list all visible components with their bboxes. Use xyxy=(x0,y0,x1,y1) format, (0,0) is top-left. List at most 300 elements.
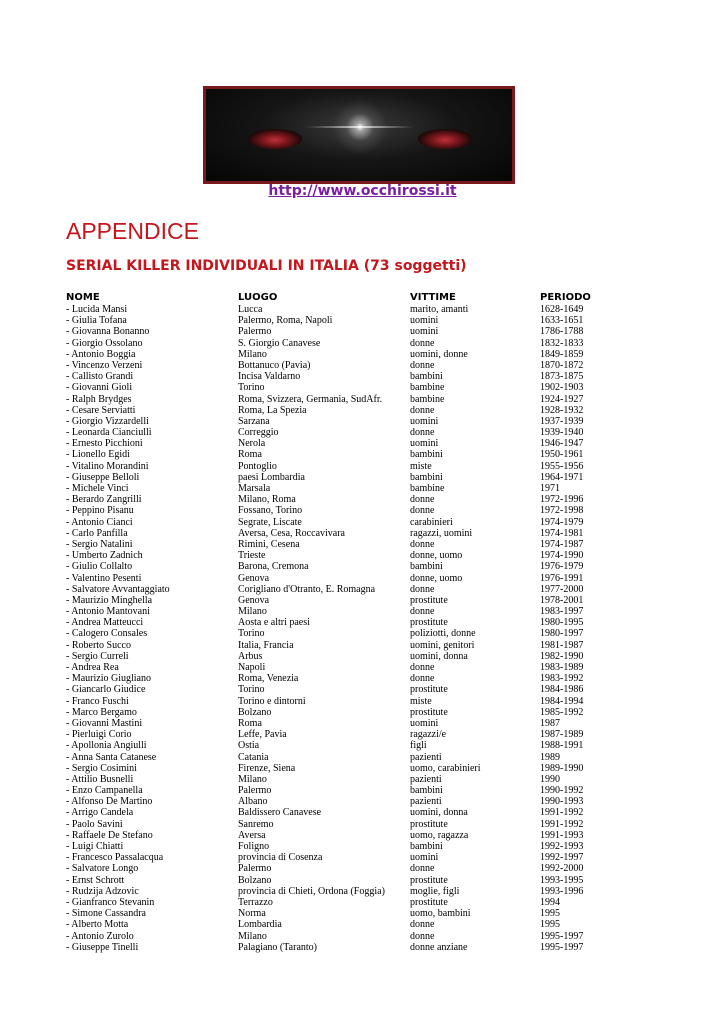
cell-period: 1964-1971 xyxy=(540,471,584,483)
cell-period: 1977-2000 xyxy=(540,583,584,595)
cell-place: Milano, Roma xyxy=(238,494,296,506)
cell-place: Milano xyxy=(238,773,267,785)
cell-place: Roma, Venezia xyxy=(238,673,299,685)
table-row xyxy=(0,628,725,639)
cell-victims: bambine xyxy=(410,483,445,494)
cell-period: 1995-1997 xyxy=(540,930,584,942)
cell-name: - Callisto Grandi xyxy=(66,371,134,383)
table-row xyxy=(0,539,725,550)
table-row xyxy=(0,550,725,561)
cell-place: Milano xyxy=(238,930,267,942)
cell-period: 1995 xyxy=(540,919,560,931)
cell-name: - Leonarda Cianciulli xyxy=(66,427,152,439)
column-header-vittime: VITTIME xyxy=(410,292,456,303)
cell-period: 1990-1992 xyxy=(540,785,584,797)
cell-victims: donne xyxy=(410,606,435,618)
cell-name: - Antonio Cianci xyxy=(66,516,133,528)
table-row xyxy=(0,483,725,494)
cell-place: Marsala xyxy=(238,483,271,494)
cell-victims: uomini, donne xyxy=(410,348,468,360)
cell-name: - Peppino Pisanu xyxy=(66,505,134,517)
cell-period: 1928-1932 xyxy=(540,404,584,416)
cell-place: Bolzano xyxy=(238,874,272,886)
red-eye-right xyxy=(418,129,472,149)
table-row xyxy=(0,427,725,438)
red-eye-left xyxy=(248,129,302,149)
cell-victims: moglie, figli xyxy=(410,885,460,897)
cell-victims: figli xyxy=(410,740,427,752)
cell-name: - Rudzija Adzovic xyxy=(66,885,139,897)
cell-place: Segrate, Liscate xyxy=(238,516,302,528)
cell-name: - Antonio Zurolo xyxy=(66,930,134,942)
cell-name: - Gianfranco Stevanin xyxy=(66,896,155,908)
cell-period: 1974-1981 xyxy=(540,527,584,539)
cell-period: 1992-1993 xyxy=(540,841,584,852)
cell-place: Roma, La Spezia xyxy=(238,404,307,416)
cell-place: Palermo xyxy=(238,785,272,797)
cell-place: Aversa xyxy=(238,829,266,841)
cell-victims: poliziotti, donne xyxy=(410,628,476,640)
table-row xyxy=(0,942,725,953)
cell-place: Barona, Cremona xyxy=(238,561,309,573)
cell-place: Milano xyxy=(238,348,267,360)
cell-period: 1978-2001 xyxy=(540,594,584,606)
cell-name: - Francesco Passalacqua xyxy=(66,852,164,864)
table-row xyxy=(0,707,725,718)
cell-place: Torino xyxy=(238,382,265,394)
cell-period: 1993-1996 xyxy=(540,885,584,897)
table-row xyxy=(0,371,725,382)
cell-name: - Maurizio Minghella xyxy=(66,594,153,606)
cell-period: 1995 xyxy=(540,908,560,920)
table-row xyxy=(0,662,725,673)
cell-name: - Salvatore Avvantaggiato xyxy=(66,583,170,595)
cell-name: - Berardo Zangrilli xyxy=(66,494,142,506)
table-row xyxy=(0,718,725,729)
cell-place: Bottanuco (Pavia) xyxy=(238,359,311,371)
cell-period: 1983-1992 xyxy=(540,673,584,685)
cell-period: 1832-1833 xyxy=(540,337,584,349)
cell-period: 1937-1939 xyxy=(540,415,584,427)
cell-name: - Lionello Egidi xyxy=(66,449,130,461)
cell-victims: bambini xyxy=(410,785,443,797)
cell-place: Roma, Svizzera, Germania, SudAfr. xyxy=(238,393,383,405)
cell-period: 1991-1992 xyxy=(540,818,584,830)
cell-place: Ostia xyxy=(238,740,260,752)
cell-place: Baldissero Canavese xyxy=(238,807,322,819)
cell-period: 1990-1993 xyxy=(540,796,584,808)
cell-place: Incisa Valdarno xyxy=(238,371,301,383)
cell-period: 1976-1979 xyxy=(540,561,584,573)
cell-name: - Attilio Busnelli xyxy=(66,773,134,785)
cell-victims: uomini xyxy=(410,326,439,338)
table-row xyxy=(0,651,725,662)
cell-name: - Giorgio Vizzardelli xyxy=(66,415,149,427)
cell-place: Aversa, Cesa, Roccavivara xyxy=(238,527,345,539)
cell-victims: donne xyxy=(410,662,435,673)
cell-place: provincia di Cosenza xyxy=(238,852,323,864)
cell-period: 1946-1947 xyxy=(540,438,584,450)
table-row xyxy=(0,819,725,830)
cell-victims: donne xyxy=(410,494,435,506)
cell-victims: donne xyxy=(410,427,435,439)
cell-place: Genova xyxy=(238,594,270,606)
table-row xyxy=(0,416,725,427)
cell-place: Pontoglio xyxy=(238,460,277,472)
cell-period: 1985-1992 xyxy=(540,706,584,718)
cell-period: 1971 xyxy=(540,483,560,494)
cell-victims: prostitute xyxy=(410,684,448,696)
cell-name: - Alfonso De Martino xyxy=(66,796,153,808)
cell-place: Palagiano (Taranto) xyxy=(238,941,317,953)
cell-place: Leffe, Pavia xyxy=(238,729,287,741)
cell-period: 1993-1995 xyxy=(540,874,584,886)
table-row xyxy=(0,338,725,349)
cell-victims: uomini xyxy=(410,717,439,729)
column-header-periodo: PERIODO xyxy=(540,292,591,303)
cell-place: Correggio xyxy=(238,427,279,439)
cell-name: - Michele Vinci xyxy=(66,483,129,494)
cell-victims: donne xyxy=(410,404,435,416)
cell-place: Firenze, Siena xyxy=(238,762,296,774)
cell-name: - Cesare Serviatti xyxy=(66,404,136,416)
table-row xyxy=(0,349,725,360)
table-row xyxy=(0,684,725,695)
cell-victims: bambini xyxy=(410,471,443,483)
cell-name: - Simone Cassandra xyxy=(66,908,146,920)
cell-victims: prostitute xyxy=(410,594,448,606)
table-row xyxy=(0,382,725,393)
cell-period: 1974-1987 xyxy=(540,538,584,550)
cell-period: 1987 xyxy=(540,717,560,729)
table-row xyxy=(0,886,725,897)
cell-period: 1988-1991 xyxy=(540,740,584,752)
table-row xyxy=(0,908,725,919)
table-row xyxy=(0,617,725,628)
cell-period: 1984-1986 xyxy=(540,684,584,696)
cell-victims: donne, uomo xyxy=(410,572,463,584)
cell-victims: donne xyxy=(410,930,435,942)
cell-place: Terrazzo xyxy=(238,896,273,908)
cell-victims: ragazzi/e xyxy=(410,729,447,741)
cell-victims: donne xyxy=(410,673,435,685)
cell-place: Italia, Francia xyxy=(238,639,294,651)
cell-victims: prostitute xyxy=(410,617,448,629)
cell-place: Lucca xyxy=(238,304,263,315)
cell-place: Albano xyxy=(238,796,268,808)
cell-period: 1987-1989 xyxy=(540,729,584,741)
cell-victims: miste xyxy=(410,460,432,472)
table-row xyxy=(0,584,725,595)
table-row xyxy=(0,573,725,584)
cell-period: 1992-2000 xyxy=(540,863,584,875)
cell-place: Milano xyxy=(238,606,267,618)
cell-period: 1980-1995 xyxy=(540,617,584,629)
table-row xyxy=(0,472,725,483)
table-row xyxy=(0,740,725,751)
cell-victims: donne xyxy=(410,583,435,595)
cell-victims: donne xyxy=(410,919,435,931)
cell-period: 1950-1961 xyxy=(540,449,584,461)
cell-period: 1981-1987 xyxy=(540,639,584,651)
table-row xyxy=(0,449,725,460)
cell-name: - Roberto Succo xyxy=(66,639,131,651)
table-row xyxy=(0,852,725,863)
table-row xyxy=(0,405,725,416)
cell-victims: pazienti xyxy=(410,751,442,763)
table-row xyxy=(0,394,725,405)
cell-name: - Ralph Brydges xyxy=(66,393,132,405)
cell-period: 1982-1990 xyxy=(540,650,584,662)
cell-name: - Raffaele De Stefano xyxy=(66,829,153,841)
cell-place: Bolzano xyxy=(238,706,272,718)
cell-victims: prostitute xyxy=(410,706,448,718)
cell-name: - Andrea Rea xyxy=(66,662,119,673)
cell-name: - Vincenzo Verzeni xyxy=(66,359,143,371)
cell-place: Torino xyxy=(238,628,265,640)
cell-place: Sarzana xyxy=(238,415,270,427)
cell-victims: uomo, carabinieri xyxy=(410,762,481,774)
cell-period: 1972-1996 xyxy=(540,494,584,506)
cell-place: Napoli xyxy=(238,662,266,673)
cell-period: 1633-1651 xyxy=(540,315,584,327)
cell-name: - Giovanni Gioli xyxy=(66,382,133,394)
cell-name: - Salvatore Longo xyxy=(66,863,139,875)
cell-period: 1974-1990 xyxy=(540,550,584,562)
table-row xyxy=(0,528,725,539)
cell-name: - Franco Fuschi xyxy=(66,695,129,707)
cell-place: Palermo, Roma, Napoli xyxy=(238,315,333,327)
cell-place: provincia di Chieti, Ordona (Foggia) xyxy=(238,885,385,897)
cell-victims: donne xyxy=(410,538,435,550)
cell-place: Palermo xyxy=(238,326,272,338)
cell-victims: donne anziane xyxy=(410,941,468,953)
cell-victims: uomo, ragazza xyxy=(410,829,469,841)
red-eyes-banner xyxy=(203,86,515,184)
table-row xyxy=(0,494,725,505)
page-title: APPENDICE xyxy=(66,218,199,244)
cell-victims: uomini xyxy=(410,438,439,450)
cell-name: - Vitalino Morandini xyxy=(66,460,149,472)
cell-name: - Calogero Consales xyxy=(66,628,148,640)
cell-period: 1849-1859 xyxy=(540,348,584,360)
cell-name: - Giovanni Mastini xyxy=(66,717,143,729)
cell-period: 1992-1997 xyxy=(540,852,584,864)
cell-victims: prostitute xyxy=(410,818,448,830)
cell-victims: miste xyxy=(410,695,432,707)
table-row xyxy=(0,807,725,818)
table-row xyxy=(0,875,725,886)
cell-place: Foligno xyxy=(238,841,270,852)
table-row xyxy=(0,461,725,472)
table-row xyxy=(0,304,725,315)
cell-period: 1989 xyxy=(540,751,560,763)
cell-place: Torino xyxy=(238,684,265,696)
table-row xyxy=(0,595,725,606)
cell-name: - Giorgio Ossolano xyxy=(66,337,143,349)
cell-victims: pazienti xyxy=(410,773,442,785)
cell-place: Genova xyxy=(238,572,270,584)
table-row xyxy=(0,505,725,516)
table-row xyxy=(0,315,725,326)
cell-name: - Giuseppe Tinelli xyxy=(66,941,139,953)
killers-table xyxy=(0,304,725,953)
cell-period: 1984-1994 xyxy=(540,695,584,707)
cell-period: 1902-1903 xyxy=(540,382,584,394)
cell-victims: bambini xyxy=(410,561,443,573)
cell-place: Lombardia xyxy=(238,919,282,931)
table-row xyxy=(0,863,725,874)
cell-victims: pazienti xyxy=(410,796,442,808)
cell-victims: bambine xyxy=(410,393,445,405)
cell-name: - Valentino Pesenti xyxy=(66,572,142,584)
cell-name: - Marco Bergamo xyxy=(66,706,137,718)
cell-victims: donne xyxy=(410,505,435,517)
cell-name: - Apollonia Angiulli xyxy=(66,740,147,752)
cell-place: Torino e dintorni xyxy=(238,695,306,707)
cell-place: Roma xyxy=(238,449,262,461)
cell-name: - Lucida Mansi xyxy=(66,304,128,315)
cell-name: - Sergio Cosimini xyxy=(66,762,137,774)
table-row xyxy=(0,763,725,774)
cell-period: 1873-1875 xyxy=(540,371,584,383)
table-row xyxy=(0,360,725,371)
cell-name: - Anna Santa Catanese xyxy=(66,751,157,763)
cell-victims: bambine xyxy=(410,382,445,394)
cell-name: - Paolo Savini xyxy=(66,818,123,830)
cell-name: - Alberto Motta xyxy=(66,919,129,931)
column-header-nome: NOME xyxy=(66,292,100,303)
cell-name: - Andrea Matteucci xyxy=(66,617,144,629)
cell-period: 1983-1989 xyxy=(540,662,584,673)
cell-place: Fossano, Torino xyxy=(238,505,303,517)
cell-period: 1924-1927 xyxy=(540,393,584,405)
cell-period: 1870-1872 xyxy=(540,359,584,371)
cell-victims: uomini xyxy=(410,415,439,427)
cell-name: - Antonio Mantovani xyxy=(66,606,150,618)
cell-place: Aosta e altri paesi xyxy=(238,617,310,629)
cell-victims: uomo, bambini xyxy=(410,908,471,920)
cell-place: Nerola xyxy=(238,438,266,450)
cell-place: Palermo xyxy=(238,863,272,875)
table-row xyxy=(0,640,725,651)
cell-place: Rimini, Cesena xyxy=(238,538,300,550)
cell-name: - Carlo Panfilla xyxy=(66,527,128,539)
cell-victims: bambini xyxy=(410,449,443,461)
cell-period: 1990 xyxy=(540,773,560,785)
cell-place: S. Giorgio Canavese xyxy=(238,337,321,349)
cell-name: - Giovanna Bonanno xyxy=(66,326,150,338)
section-title: SERIAL KILLER INDIVIDUALI IN ITALIA (73 soggetti) xyxy=(66,258,467,274)
cell-place: Catania xyxy=(238,751,269,763)
cell-period: 1628-1649 xyxy=(540,304,584,315)
cell-name: - Ernesto Picchioni xyxy=(66,438,143,450)
cell-victims: donne xyxy=(410,863,435,875)
cell-victims: uomini, genitori xyxy=(410,639,475,651)
light-streak xyxy=(306,126,414,128)
cell-name: - Giulio Collalto xyxy=(66,561,133,573)
cell-victims: ragazzi, uomini xyxy=(410,527,473,539)
cell-victims: donne, uomo xyxy=(410,550,463,562)
table-row xyxy=(0,785,725,796)
cell-place: Roma xyxy=(238,717,262,729)
cell-name: - Sergio Curreli xyxy=(66,650,129,662)
cell-period: 1994 xyxy=(540,896,560,908)
table-row xyxy=(0,729,725,740)
table-row xyxy=(0,673,725,684)
table-row xyxy=(0,841,725,852)
cell-name: - Umberto Zadnich xyxy=(66,550,143,562)
cell-period: 1989-1990 xyxy=(540,762,584,774)
table-row xyxy=(0,897,725,908)
cell-place: paesi Lombardia xyxy=(238,471,305,483)
cell-victims: prostitute xyxy=(410,896,448,908)
cell-period: 1995-1997 xyxy=(540,941,584,953)
table-row xyxy=(0,606,725,617)
cell-victims: prostitute xyxy=(410,874,448,886)
site-url-link[interactable]: http://www.occhirossi.it xyxy=(268,183,457,199)
cell-period: 1974-1979 xyxy=(540,516,584,528)
table-row xyxy=(0,830,725,841)
cell-name: - Giulia Tofana xyxy=(66,315,127,327)
table-row xyxy=(0,326,725,337)
table-row xyxy=(0,931,725,942)
table-row xyxy=(0,919,725,930)
cell-victims: uomini xyxy=(410,315,439,327)
cell-period: 1976-1991 xyxy=(540,572,584,584)
cell-name: - Antonio Boggia xyxy=(66,348,136,360)
cell-place: Sanremo xyxy=(238,818,274,830)
cell-period: 1991-1993 xyxy=(540,829,584,841)
table-row xyxy=(0,696,725,707)
cell-period: 1955-1956 xyxy=(540,460,584,472)
cell-name: - Maurizio Giugliano xyxy=(66,673,151,685)
column-header-luogo: LUOGO xyxy=(238,292,278,303)
cell-victims: uomini, donna xyxy=(410,807,468,819)
cell-victims: marito, amanti xyxy=(410,304,469,315)
cell-name: - Sergio Natalini xyxy=(66,538,133,550)
table-row xyxy=(0,752,725,763)
cell-name: - Ernst Schrott xyxy=(66,874,125,886)
cell-period: 1980-1997 xyxy=(540,628,584,640)
cell-place: Arbus xyxy=(238,650,263,662)
cell-victims: carabinieri xyxy=(410,516,453,528)
cell-name: - Luigi Chiatti xyxy=(66,841,124,852)
cell-victims: donne xyxy=(410,337,435,349)
cell-name: - Enzo Campanella xyxy=(66,785,143,797)
cell-victims: donne xyxy=(410,359,435,371)
cell-victims: uomini xyxy=(410,852,439,864)
table-row xyxy=(0,561,725,572)
cell-period: 1939-1940 xyxy=(540,427,584,439)
cell-period: 1786-1788 xyxy=(540,326,584,338)
table-row xyxy=(0,796,725,807)
cell-name: - Pierluigi Corio xyxy=(66,729,132,741)
table-row xyxy=(0,517,725,528)
cell-place: Norma xyxy=(238,908,266,920)
cell-victims: bambini xyxy=(410,841,443,852)
cell-period: 1972-1998 xyxy=(540,505,584,517)
table-row xyxy=(0,438,725,449)
cell-name: - Giancarlo Giudice xyxy=(66,684,146,696)
table-row xyxy=(0,774,725,785)
cell-period: 1991-1992 xyxy=(540,807,584,819)
cell-victims: uomini, donna xyxy=(410,650,468,662)
cell-name: - Arrigo Candela xyxy=(66,807,134,819)
cell-victims: bambini xyxy=(410,371,443,383)
cell-name: - Giuseppe Belloli xyxy=(66,471,140,483)
cell-period: 1983-1997 xyxy=(540,606,584,618)
